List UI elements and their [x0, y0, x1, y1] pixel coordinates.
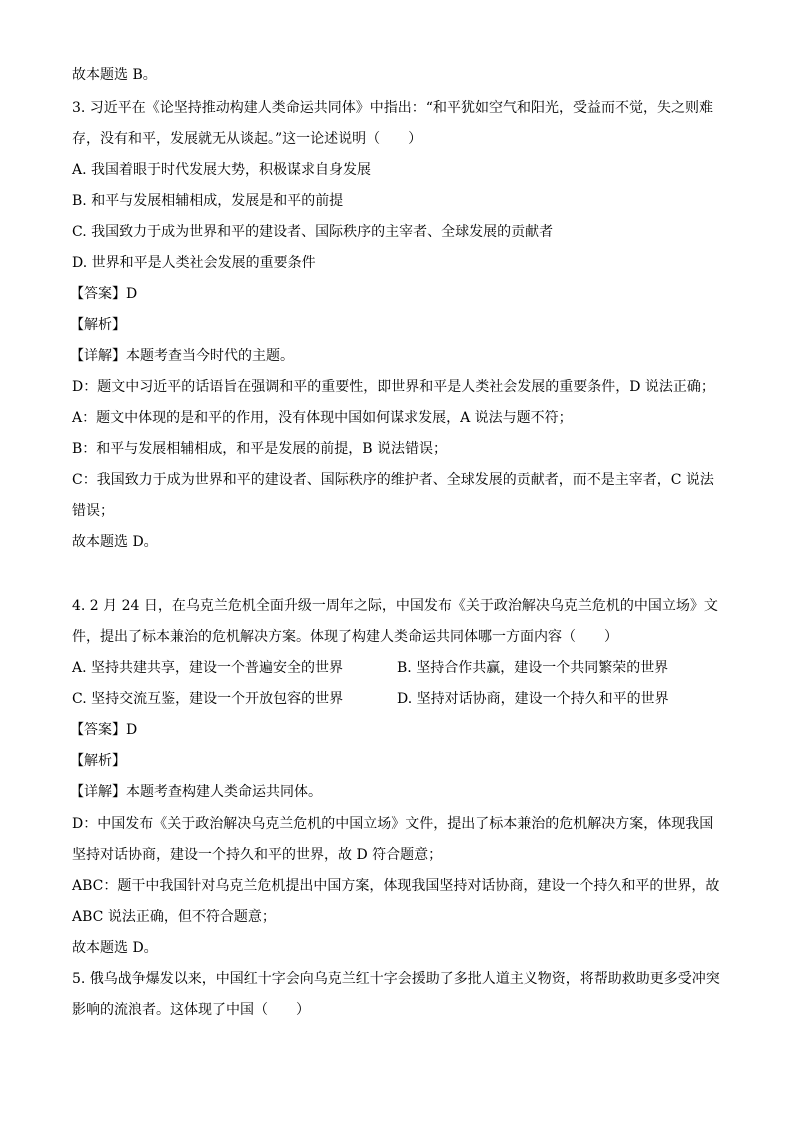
q4-explanation-abc-cont: ABC 说法正确，但不符合题意； — [72, 909, 276, 925]
q4-explanation-d: D：中国发布《关于政治解决乌克兰危机的中国立场》文件，提出了标本兼治的危机解决方案，体现我国 — [72, 816, 714, 832]
q3-analysis-label: 【解析】 — [70, 317, 126, 333]
q4-answer: 【答案】D — [70, 722, 138, 738]
q3-stem-line1: 3. 习近平在《论坚持推动构建人类命运共同体》中指出：“和平犹如空气和阳光，受益而不觉，失之则难 — [72, 100, 713, 116]
q5-stem-line1: 5. 俄乌战争爆发以来，中国红十字会向乌克兰红十字会援助了多批人道主义物资，将帮助救助更多受冲突 — [72, 971, 720, 987]
q4-stem-line1: 4. 2 月 24 日，在乌克兰危机全面升级一周年之际，中国发布《关于政治解决乌克兰危机的中国立场》文 — [72, 598, 718, 614]
q4-conclusion: 故本题选 D。 — [72, 940, 158, 956]
q4-explanation-d-cont: 坚持对话协商，建设一个持久和平的世界，故 D 符合题意； — [72, 847, 443, 863]
q3-explanation-c-cont: 错误； — [72, 503, 114, 519]
q3-explanation-c: C：我国致力于成为世界和平的建设者、国际秩序的维护者、全球发展的贡献者，而不是主宰者，C 说法 — [72, 472, 714, 488]
q3-option-b: B. 和平与发展相辅相成，发展是和平的前提 — [72, 193, 344, 209]
q3-detail: 【详解】本题考查当今时代的主题。 — [70, 348, 294, 364]
q3-option-d: D. 世界和平是人类社会发展的重要条件 — [72, 255, 316, 271]
q4-analysis-label: 【解析】 — [70, 753, 126, 769]
q4-option-d: D. 坚持对话协商，建设一个持久和平的世界 — [397, 691, 669, 707]
q3-explanation-d: D：题文中习近平的话语旨在强调和平的重要性，即世界和平是人类社会发展的重要条件，D 说法正确； — [72, 379, 715, 395]
q3-explanation-b: B：和平与发展相辅相成，和平是发展的前提，B 说法错误； — [72, 441, 448, 457]
q4-detail: 【详解】本题考查构建人类命运共同体。 — [70, 784, 322, 800]
q4-option-a: A. 坚持共建共享，建设一个普遍安全的世界 — [72, 660, 344, 676]
q4-option-c: C. 坚持交流互鉴，建设一个开放包容的世界 — [72, 691, 344, 707]
q2-conclusion: 故本题选 B。 — [72, 67, 157, 83]
q4-option-b: B. 坚持合作共赢，建设一个共同繁荣的世界 — [397, 660, 669, 676]
q4-stem-line2: 件，提出了标本兼治的危机解决方案。体现了构建人类命运共同体哪一方面内容（ ） — [72, 629, 618, 645]
q3-explanation-a: A：题文中体现的是和平的作用，没有体现中国如何谋求发展，A 说法与题不符； — [72, 410, 573, 426]
q3-option-c: C. 我国致力于成为世界和平的建设者、国际秩序的主宰者、全球发展的贡献者 — [72, 224, 554, 240]
q5-stem-line2: 影响的流浪者。这体现了中国（ ） — [72, 1002, 310, 1018]
q3-conclusion: 故本题选 D。 — [72, 534, 158, 550]
q4-explanation-abc: ABC：题干中我国针对乌克兰危机提出中国方案，体现我国坚持对话协商，建设一个持久和平的世界，故 — [72, 878, 720, 894]
q3-option-a: A. 我国着眼于时代发展大势，积极谋求自身发展 — [72, 162, 372, 178]
q3-answer: 【答案】D — [70, 286, 138, 302]
q3-stem-line2: 存，没有和平，发展就无从谈起。”这一论述说明（ ） — [72, 131, 423, 147]
